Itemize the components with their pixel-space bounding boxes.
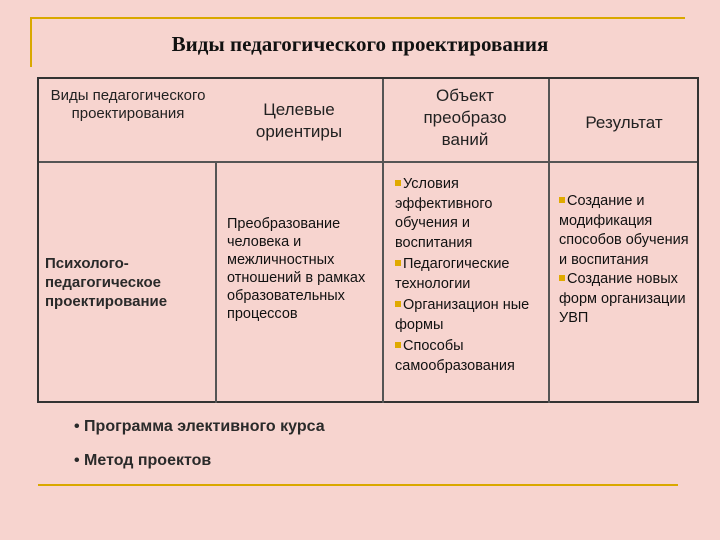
list-item: • Программа элективного курса [74,418,325,435]
list-item: • Метод проектов [74,452,212,469]
table-vline-1 [215,161,217,403]
type-psychological: Психолого-педагогическое проектирование [45,255,168,310]
table-vline-2 [382,79,384,403]
page-title: Виды педагогического проектирования [171,32,549,56]
bullet-square-icon [395,301,401,307]
bottom-list [74,418,325,486]
results-list [559,192,695,329]
list-item: Создание и модификация способов обучения и воспитания [559,193,689,268]
frame-line-top [30,17,685,19]
header-result: Результат [585,113,663,132]
table-vline-3 [548,79,550,403]
bullet-square-icon [559,197,565,203]
list-item: Педагогические технологии [395,256,510,292]
header-types: Виды педагогического проектирования [50,87,206,122]
list-item: Организацион ные формы [395,297,530,333]
bullet-square-icon [395,180,401,186]
list-item: Условия эффективного обучения и воспитания [395,176,493,251]
list-item: Способы самообразования [395,338,515,374]
table-header-line [39,161,697,163]
bullet-square-icon [559,275,565,281]
bullet-square-icon [395,342,401,348]
goals-text: Преобразование человека и межличностных отношений в рамках образовательных процессов [227,216,366,322]
list-item: Создание новых форм организации УВП [559,271,686,326]
header-objects: Объект преобразо ваний [423,86,507,149]
bullet-square-icon [395,260,401,266]
objects-list [395,175,545,376]
header-goals: Целевые ориентиры [255,100,343,141]
projection-table [37,77,699,403]
frame-line-bottom [38,484,678,486]
